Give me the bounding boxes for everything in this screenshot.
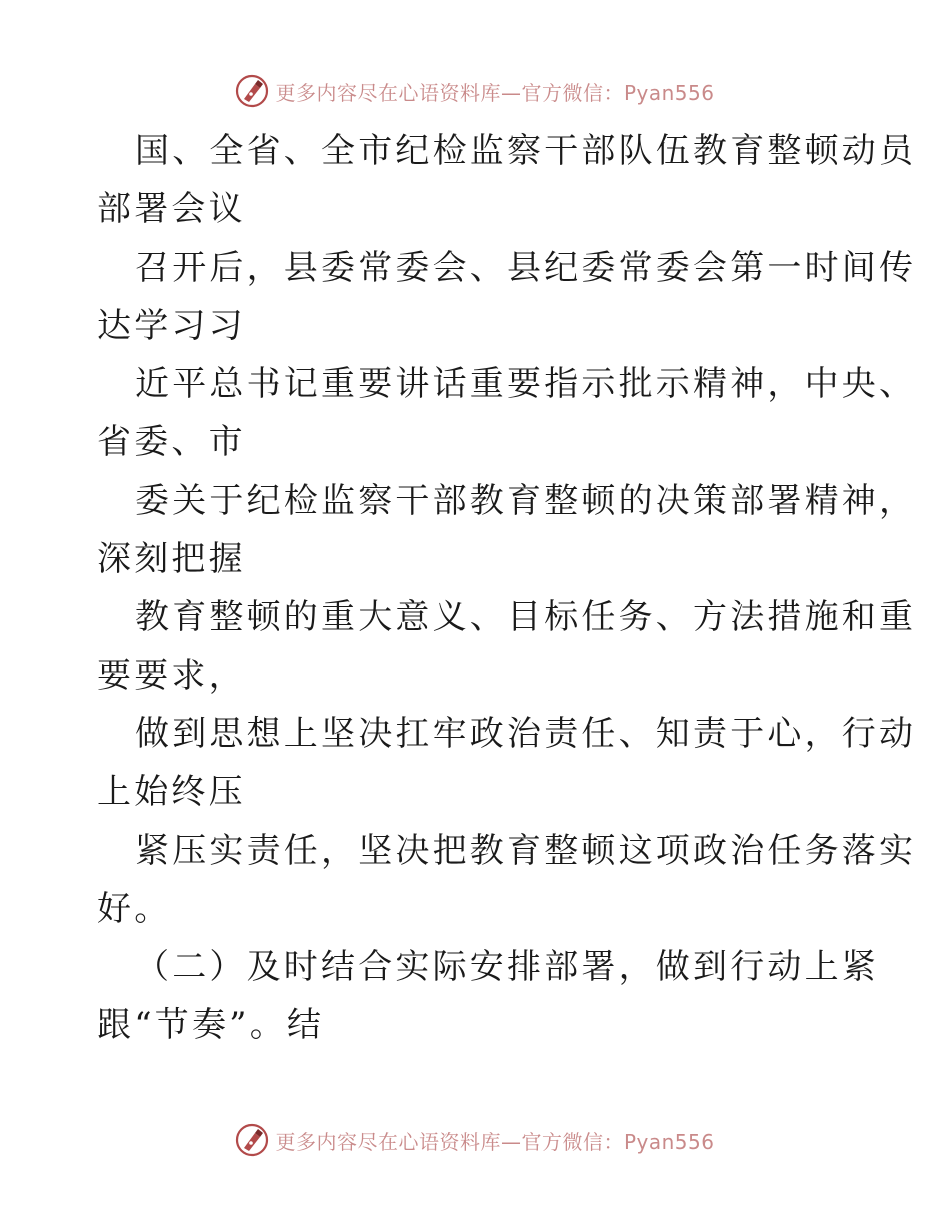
text-line: 委关于纪检监察干部教育整顿的决策部署精神， — [135, 480, 917, 521]
pen-nib-logo-icon — [235, 74, 269, 108]
text-line: 达学习习 — [97, 305, 246, 346]
text-line: 省委、市 — [97, 422, 246, 463]
text-line: 要要求， — [97, 655, 246, 696]
document-body — [97, 122, 917, 1055]
pen-nib-logo-icon — [235, 1123, 269, 1157]
watermark-text: 更多内容尽在心语资料库—官方微信：Pyan556 — [275, 80, 715, 105]
text-line: 深刻把握 — [97, 539, 246, 580]
text-line: 近平总书记重要讲话重要指示批示精神，中央、 — [135, 364, 917, 405]
text-line: 紧压实责任，坚决把教育整顿这项政治任务落实 — [135, 830, 917, 871]
text-line: 部署会议 — [97, 189, 246, 230]
header-watermark — [0, 71, 950, 111]
text-line: 国、全省、全市纪检监察干部队伍教育整顿动员 — [135, 131, 917, 171]
text-line: 跟“节奏”。结 — [97, 1005, 325, 1046]
text-line: 上始终压 — [97, 772, 246, 813]
text-line: （二）及时结合实际安排部署，做到行动上紧 — [135, 947, 879, 988]
text-line: 好。 — [97, 888, 172, 929]
watermark-text: 更多内容尽在心语资料库—官方微信：Pyan556 — [275, 1129, 715, 1154]
text-line: 教育整顿的重大意义、目标任务、方法措施和重 — [135, 597, 917, 638]
footer-watermark — [0, 1120, 950, 1160]
text-line: 召开后，县委常委会、县纪委常委会第一时间传 — [135, 247, 917, 288]
text-line: 做到思想上坚决扛牢政治责任、知责于心，行动 — [135, 713, 917, 754]
